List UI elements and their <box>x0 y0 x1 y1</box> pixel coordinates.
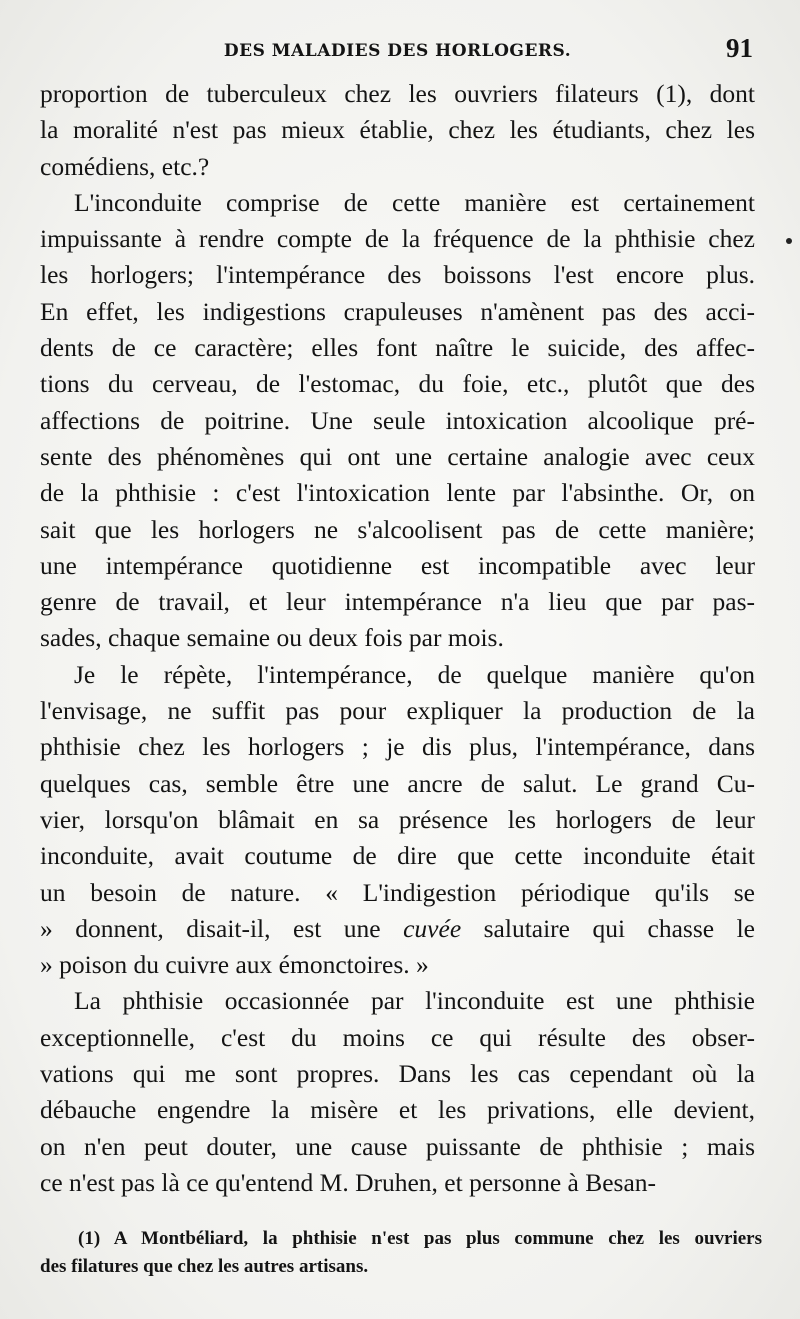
text-line: quelques cas, semble être une ancre de salut. Le grand Cu- <box>40 768 755 798</box>
text-line: ce n'est pas là ce qu'entend M. Druhen, et personne à Besan- <box>40 1167 657 1197</box>
running-title: DES MALADIES DES HORLOGERS. <box>223 41 572 61</box>
text-line: exceptionnelle, c'est du moins ce qui résulte des obser- <box>40 1022 755 1052</box>
body-text <box>40 76 755 1201</box>
running-head <box>40 33 755 73</box>
text-line: affections de poitrine. Une seule intoxication alcoolique pré- <box>40 405 755 435</box>
text-line: de la phthisie : c'est l'intoxication lente par l'absinthe. Or, on <box>40 478 755 508</box>
footnote-line: des filatures que chez les autres artisans. <box>40 1256 369 1277</box>
text-line: débauche engendre la misère et les privations, elle devient, <box>40 1095 755 1125</box>
paragraph <box>40 657 755 984</box>
text-line: comédiens, etc.? <box>40 151 210 181</box>
text-line: la moralité n'est pas mieux établie, chez les étudiants, chez les <box>40 115 755 145</box>
text-line: inconduite, avait coutume de dire que cette inconduite était <box>40 841 755 871</box>
page-number: 91 <box>726 33 753 63</box>
text-line: phthisie chez les horlogers ; je dis plus, l'intempérance, dans <box>40 732 755 762</box>
text-line: sait que les horlogers ne s'alcoolisent pas de cette manière; <box>40 514 755 544</box>
text-line: l'envisage, ne suffit pas pour expliquer la production de la <box>40 696 755 726</box>
text-line: les horlogers; l'intempérance des boissons l'est encore plus. <box>40 260 755 290</box>
text-line: L'inconduite comprise de cette manière est certainement <box>74 187 755 217</box>
text-line: » donnent, disait-il, est une cuvée salutaire qui chasse le <box>40 913 755 943</box>
footnote <box>40 1225 762 1281</box>
text-line: La phthisie occasionnée par l'inconduite est une phthisie <box>74 986 755 1016</box>
text-line: vier, lorsqu'on blâmait en sa présence les horlogers de leur <box>40 804 755 834</box>
paragraph <box>40 185 755 657</box>
text-line: » poison du cuivre aux émonctoires. » <box>40 950 429 980</box>
text-line: on n'en peut douter, une cause puissante de phthisie ; mais <box>40 1131 755 1161</box>
ink-speck <box>786 238 792 244</box>
text-line: une intempérance quotidienne est incompatible avec leur <box>40 550 755 580</box>
text-line: vations qui me sont propres. Dans les cas cependant où la <box>40 1059 755 1089</box>
text-line: En effet, les indigestions crapuleuses n'amènent pas des acci- <box>40 296 755 326</box>
paragraph <box>40 76 755 185</box>
text-line: impuissante à rendre compte de la fréquence de la phthisie chez <box>40 224 755 254</box>
text-line: sente des phénomènes qui ont une certaine analogie avec ceux <box>40 441 755 471</box>
text-line: Je le répète, l'intempérance, de quelque manière qu'on <box>74 659 755 689</box>
text-line: tions du cerveau, de l'estomac, du foie, etc., plutôt que des <box>40 369 755 399</box>
text-line: dents de ce caractère; elles font naître le suicide, des affec- <box>40 333 755 363</box>
text-line: un besoin de nature. « L'indigestion périodique qu'ils se <box>40 877 755 907</box>
text-line: sades, chaque semaine ou deux fois par mois. <box>40 623 504 653</box>
text-line: genre de travail, et leur intempérance n'a lieu que par pas- <box>40 587 755 617</box>
italic-word: cuvée <box>403 913 462 943</box>
footnote-line: (1) A Montbéliard, la phthisie n'est pas plus commune chez les ouvriers <box>78 1228 762 1249</box>
text-line: proportion de tuberculeux chez les ouvriers filateurs (1), dont <box>40 79 755 108</box>
paragraph <box>40 983 755 1201</box>
